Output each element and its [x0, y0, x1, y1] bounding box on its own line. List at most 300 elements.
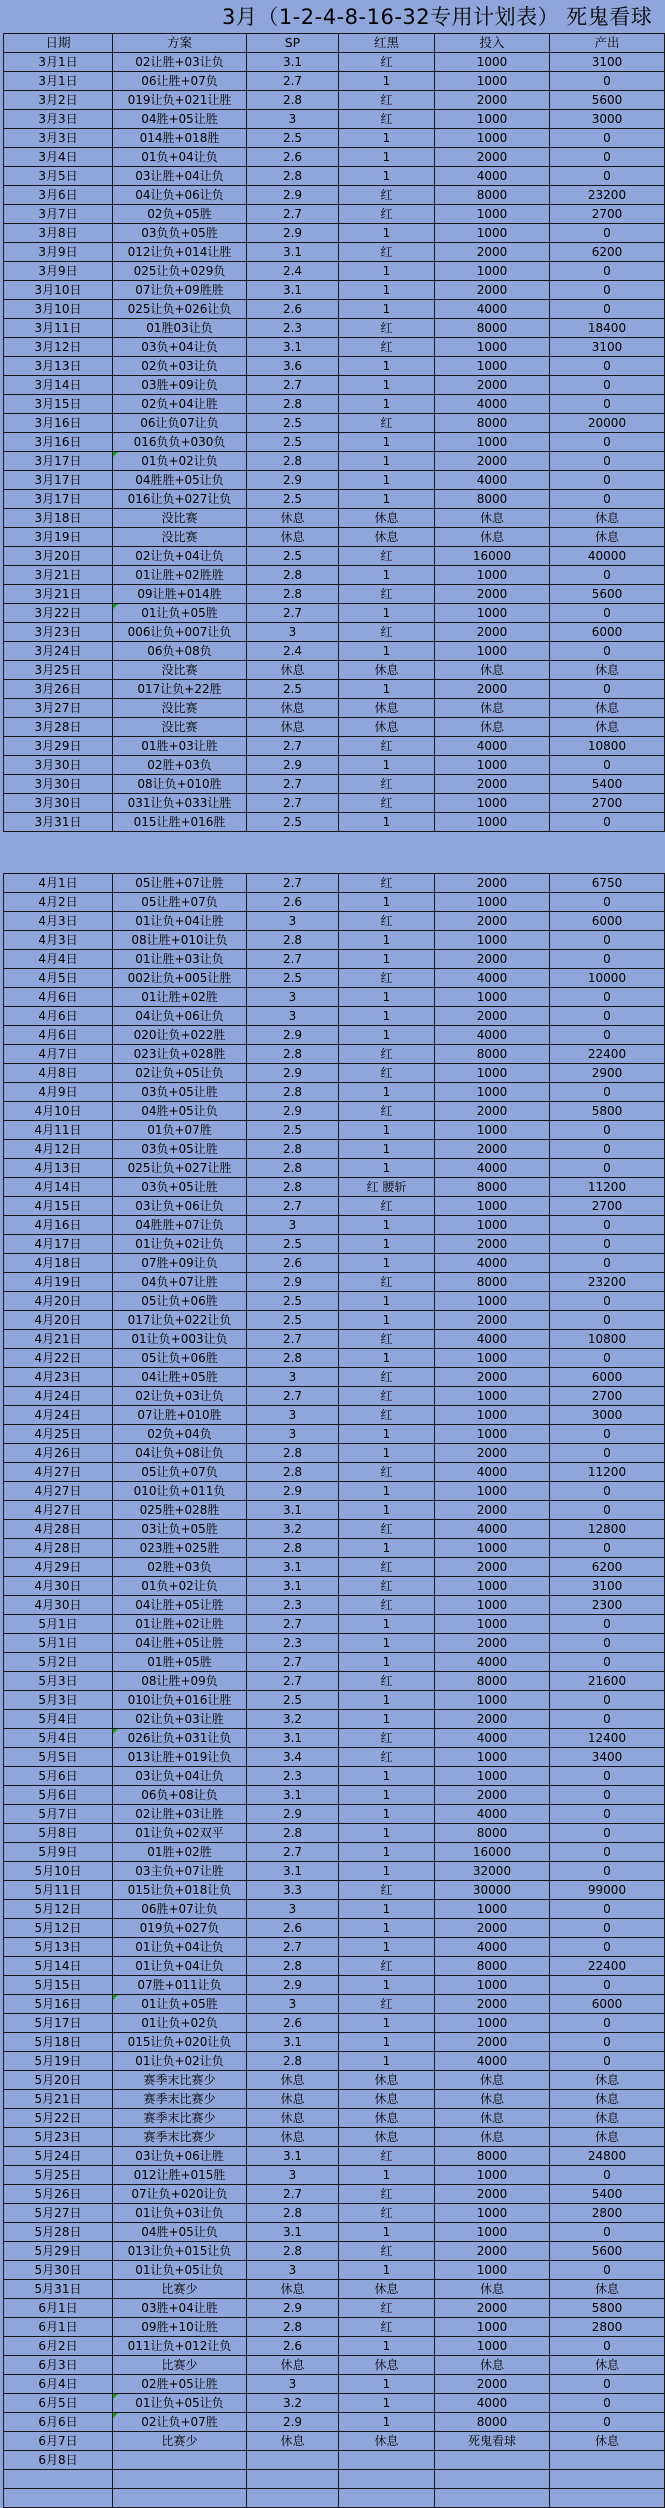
stake-cell[interactable]: 8000 [435, 186, 550, 205]
date-cell[interactable]: 5月10日 [4, 1862, 113, 1881]
payout-cell[interactable]: 12800 [550, 1520, 665, 1539]
stake-cell[interactable] [435, 2451, 550, 2470]
date-cell[interactable]: 5月17日 [4, 2014, 113, 2033]
date-cell[interactable]: 4月12日 [4, 1140, 113, 1159]
sp-cell[interactable]: 2.9 [247, 224, 339, 243]
sp-cell[interactable]: 2.3 [247, 1596, 339, 1615]
stake-cell[interactable]: 4000 [435, 1026, 550, 1045]
sp-cell[interactable]: 3 [247, 1216, 339, 1235]
stake-cell[interactable]: 1000 [435, 1216, 550, 1235]
stake-cell[interactable]: 2000 [435, 1007, 550, 1026]
sp-cell[interactable]: 休息 [247, 2071, 339, 2090]
result-cell[interactable]: 红 [339, 775, 435, 794]
payout-cell[interactable]: 休息 [550, 2128, 665, 2147]
sp-cell[interactable]: 2.9 [247, 1064, 339, 1083]
result-cell[interactable]: 休息 [339, 2280, 435, 2299]
result-cell[interactable]: 1 [339, 1862, 435, 1881]
sp-cell[interactable]: 2.8 [247, 452, 339, 471]
sp-cell[interactable]: 3.3 [247, 1881, 339, 1900]
sp-cell[interactable]: 2.3 [247, 319, 339, 338]
result-cell[interactable]: 1 [339, 72, 435, 91]
date-cell[interactable]: 5月31日 [4, 2280, 113, 2299]
stake-cell[interactable]: 休息 [435, 2109, 550, 2128]
payout-cell[interactable]: 0 [550, 1121, 665, 1140]
payout-cell[interactable]: 0 [550, 1482, 665, 1501]
payout-cell[interactable]: 10800 [550, 1330, 665, 1349]
stake-cell[interactable]: 1000 [435, 1425, 550, 1444]
result-cell[interactable]: 1 [339, 148, 435, 167]
payout-cell[interactable]: 0 [550, 1083, 665, 1102]
result-cell[interactable]: 1 [339, 1824, 435, 1843]
result-cell[interactable]: 红 [339, 1520, 435, 1539]
stake-cell[interactable]: 2000 [435, 2299, 550, 2318]
date-cell[interactable]: 5月29日 [4, 2242, 113, 2261]
plan-cell[interactable]: 03胜+09让负 [113, 376, 247, 395]
result-cell[interactable]: 红 [339, 794, 435, 813]
date-cell[interactable]: 3月19日 [4, 528, 113, 547]
stake-cell[interactable]: 4000 [435, 969, 550, 988]
payout-cell[interactable]: 0 [550, 490, 665, 509]
sp-cell[interactable]: 3.1 [247, 2223, 339, 2242]
sp-cell[interactable] [247, 2470, 339, 2489]
stake-cell[interactable]: 4000 [435, 1463, 550, 1482]
date-cell[interactable]: 3月8日 [4, 224, 113, 243]
result-cell[interactable]: 1 [339, 1235, 435, 1254]
result-cell[interactable]: 1 [339, 2337, 435, 2356]
sp-cell[interactable]: 3 [247, 1425, 339, 1444]
date-cell[interactable]: 5月30日 [4, 2261, 113, 2280]
payout-cell[interactable]: 0 [550, 2394, 665, 2413]
payout-cell[interactable]: 0 [550, 452, 665, 471]
payout-cell[interactable]: 0 [550, 1235, 665, 1254]
date-cell[interactable]: 5月22日 [4, 2109, 113, 2128]
sp-cell[interactable]: 2.8 [247, 2052, 339, 2071]
plan-cell[interactable]: 06负+08负 [113, 642, 247, 661]
plan-cell[interactable]: 02胜+03负 [113, 756, 247, 775]
sp-cell[interactable]: 2.7 [247, 1843, 339, 1862]
plan-cell[interactable]: 04胜+05让胜 [113, 110, 247, 129]
plan-cell[interactable]: 03让负+06让胜 [113, 2147, 247, 2166]
payout-cell[interactable]: 休息 [550, 509, 665, 528]
date-cell[interactable]: 5月18日 [4, 2033, 113, 2052]
sp-cell[interactable]: 3.1 [247, 281, 339, 300]
sp-cell[interactable]: 休息 [247, 2280, 339, 2299]
date-cell[interactable]: 4月13日 [4, 1159, 113, 1178]
plan-cell[interactable]: 016负负+030负 [113, 433, 247, 452]
plan-cell[interactable]: 01负+07胜 [113, 1121, 247, 1140]
sp-cell[interactable]: 2.6 [247, 2337, 339, 2356]
payout-cell[interactable]: 0 [550, 756, 665, 775]
sp-cell[interactable]: 2.8 [247, 1045, 339, 1064]
sp-cell[interactable]: 3.1 [247, 1558, 339, 1577]
date-cell[interactable]: 5月8日 [4, 1824, 113, 1843]
col-header-result[interactable]: 红黑 [339, 34, 435, 53]
result-cell[interactable]: 红 [339, 110, 435, 129]
stake-cell[interactable]: 2000 [435, 2375, 550, 2394]
plan-cell[interactable]: 01让负+05胜 [113, 604, 247, 623]
stake-cell[interactable]: 4000 [435, 1938, 550, 1957]
date-cell[interactable]: 3月17日 [4, 452, 113, 471]
plan-cell[interactable]: 017让负+022让负 [113, 1311, 247, 1330]
date-cell[interactable]: 3月18日 [4, 509, 113, 528]
result-cell[interactable]: 红 [339, 1729, 435, 1748]
plan-cell[interactable]: 01胜03让负 [113, 319, 247, 338]
date-cell[interactable]: 5月26日 [4, 2185, 113, 2204]
date-cell[interactable]: 4月25日 [4, 1425, 113, 1444]
sp-cell[interactable]: 3 [247, 1007, 339, 1026]
date-cell[interactable]: 4月27日 [4, 1463, 113, 1482]
payout-cell[interactable]: 0 [550, 1311, 665, 1330]
sp-cell[interactable]: 2.7 [247, 376, 339, 395]
stake-cell[interactable]: 休息 [435, 509, 550, 528]
result-cell[interactable]: 1 [339, 490, 435, 509]
payout-cell[interactable]: 0 [550, 1349, 665, 1368]
payout-cell[interactable]: 0 [550, 1938, 665, 1957]
stake-cell[interactable]: 休息 [435, 718, 550, 737]
plan-cell[interactable]: 01负+02让负 [113, 452, 247, 471]
date-cell[interactable]: 5月5日 [4, 1748, 113, 1767]
col-header-date[interactable]: 日期 [4, 34, 113, 53]
payout-cell[interactable]: 0 [550, 2413, 665, 2432]
date-cell[interactable]: 5月3日 [4, 1691, 113, 1710]
sp-cell[interactable]: 2.7 [247, 1615, 339, 1634]
date-cell[interactable]: 4月5日 [4, 969, 113, 988]
sp-cell[interactable] [247, 2451, 339, 2470]
result-cell[interactable]: 红 [339, 319, 435, 338]
stake-cell[interactable]: 2000 [435, 680, 550, 699]
result-cell[interactable]: 1 [339, 1938, 435, 1957]
sp-cell[interactable]: 休息 [247, 2109, 339, 2128]
sp-cell[interactable]: 3 [247, 1900, 339, 1919]
stake-cell[interactable]: 4000 [435, 395, 550, 414]
result-cell[interactable] [339, 2489, 435, 2508]
payout-cell[interactable] [550, 2470, 665, 2489]
plan-cell[interactable]: 02负+03让负 [113, 357, 247, 376]
payout-cell[interactable]: 休息 [550, 2109, 665, 2128]
date-cell[interactable]: 3月21日 [4, 566, 113, 585]
result-cell[interactable]: 红 [339, 1881, 435, 1900]
result-cell[interactable]: 红 [339, 186, 435, 205]
result-cell[interactable]: 红 [339, 912, 435, 931]
plan-cell[interactable]: 03负+04让负 [113, 338, 247, 357]
date-cell[interactable]: 4月14日 [4, 1178, 113, 1197]
stake-cell[interactable]: 1000 [435, 1387, 550, 1406]
payout-cell[interactable]: 0 [550, 2337, 665, 2356]
payout-cell[interactable]: 休息 [550, 718, 665, 737]
result-cell[interactable]: 休息 [339, 718, 435, 737]
date-cell[interactable]: 6月3日 [4, 2356, 113, 2375]
stake-cell[interactable]: 4000 [435, 1520, 550, 1539]
col-header-stake[interactable]: 投入 [435, 34, 550, 53]
stake-cell[interactable]: 1000 [435, 1577, 550, 1596]
date-cell[interactable] [4, 2470, 113, 2489]
result-cell[interactable]: 1 [339, 2261, 435, 2280]
date-cell[interactable]: 3月1日 [4, 53, 113, 72]
plan-cell[interactable]: 023让负+028胜 [113, 1045, 247, 1064]
stake-cell[interactable]: 1000 [435, 1900, 550, 1919]
plan-cell[interactable]: 025让负+027让胜 [113, 1159, 247, 1178]
stake-cell[interactable]: 2000 [435, 1634, 550, 1653]
stake-cell[interactable]: 8000 [435, 2147, 550, 2166]
stake-cell[interactable]: 休息 [435, 2356, 550, 2375]
sp-cell[interactable]: 2.8 [247, 1539, 339, 1558]
plan-cell[interactable]: 010让负+011负 [113, 1482, 247, 1501]
plan-cell[interactable]: 01让负+02双平 [113, 1824, 247, 1843]
result-cell[interactable]: 红 [339, 623, 435, 642]
result-cell[interactable]: 1 [339, 931, 435, 950]
sp-cell[interactable]: 2.5 [247, 1235, 339, 1254]
sp-cell[interactable]: 2.3 [247, 1634, 339, 1653]
stake-cell[interactable]: 4000 [435, 2394, 550, 2413]
payout-cell[interactable]: 休息 [550, 2071, 665, 2090]
payout-cell[interactable]: 3400 [550, 1748, 665, 1767]
plan-cell[interactable]: 03让胜+04让负 [113, 167, 247, 186]
sp-cell[interactable]: 2.5 [247, 680, 339, 699]
payout-cell[interactable]: 5600 [550, 91, 665, 110]
plan-cell[interactable]: 025让负+029负 [113, 262, 247, 281]
result-cell[interactable]: 休息 [339, 2432, 435, 2451]
plan-cell[interactable]: 没比赛 [113, 528, 247, 547]
date-cell[interactable]: 4月4日 [4, 950, 113, 969]
payout-cell[interactable]: 0 [550, 1216, 665, 1235]
stake-cell[interactable]: 2000 [435, 1558, 550, 1577]
stake-cell[interactable]: 1000 [435, 110, 550, 129]
result-cell[interactable]: 红 [339, 1995, 435, 2014]
result-cell[interactable]: 红 [339, 2242, 435, 2261]
stake-cell[interactable]: 4000 [435, 1729, 550, 1748]
date-cell[interactable]: 3月29日 [4, 737, 113, 756]
plan-cell[interactable]: 01胜+05胜 [113, 1653, 247, 1672]
plan-cell[interactable]: 01负+02让负 [113, 1577, 247, 1596]
result-cell[interactable]: 1 [339, 1254, 435, 1273]
stake-cell[interactable]: 1000 [435, 1976, 550, 1995]
payout-cell[interactable]: 0 [550, 471, 665, 490]
stake-cell[interactable]: 1000 [435, 1691, 550, 1710]
result-cell[interactable]: 1 [339, 1539, 435, 1558]
result-cell[interactable]: 1 [339, 1311, 435, 1330]
result-cell[interactable]: 1 [339, 395, 435, 414]
date-cell[interactable]: 4月16日 [4, 1216, 113, 1235]
stake-cell[interactable]: 8000 [435, 1178, 550, 1197]
stake-cell[interactable]: 4000 [435, 1653, 550, 1672]
date-cell[interactable]: 5月12日 [4, 1919, 113, 1938]
result-cell[interactable]: 红 [339, 2147, 435, 2166]
sp-cell[interactable]: 2.7 [247, 1197, 339, 1216]
stake-cell[interactable]: 1000 [435, 2337, 550, 2356]
col-header-sp[interactable]: SP [247, 34, 339, 53]
payout-cell[interactable]: 0 [550, 72, 665, 91]
stake-cell[interactable]: 1000 [435, 129, 550, 148]
date-cell[interactable]: 3月9日 [4, 243, 113, 262]
result-cell[interactable]: 红 [339, 1672, 435, 1691]
date-cell[interactable]: 5月14日 [4, 1957, 113, 1976]
result-cell[interactable]: 红 [339, 1368, 435, 1387]
plan-cell[interactable]: 017让负+22胜 [113, 680, 247, 699]
plan-cell[interactable]: 04让胜+05让胜 [113, 1634, 247, 1653]
stake-cell[interactable]: 1000 [435, 262, 550, 281]
result-cell[interactable]: 1 [339, 642, 435, 661]
date-cell[interactable]: 3月3日 [4, 110, 113, 129]
result-cell[interactable]: 红 [339, 1957, 435, 1976]
stake-cell[interactable]: 1000 [435, 1121, 550, 1140]
date-cell[interactable]: 4月24日 [4, 1406, 113, 1425]
date-cell[interactable]: 6月6日 [4, 2413, 113, 2432]
date-cell[interactable]: 3月10日 [4, 300, 113, 319]
payout-cell[interactable]: 0 [550, 1501, 665, 1520]
stake-cell[interactable]: 1000 [435, 2223, 550, 2242]
date-cell[interactable]: 3月17日 [4, 490, 113, 509]
sp-cell[interactable]: 2.4 [247, 642, 339, 661]
plan-cell[interactable]: 02让负+05让负 [113, 1064, 247, 1083]
payout-cell[interactable]: 22400 [550, 1045, 665, 1064]
payout-cell[interactable]: 2800 [550, 2318, 665, 2337]
stake-cell[interactable]: 休息 [435, 2128, 550, 2147]
plan-cell[interactable]: 025让负+026让负 [113, 300, 247, 319]
date-cell[interactable]: 3月30日 [4, 756, 113, 775]
plan-cell[interactable]: 没比赛 [113, 661, 247, 680]
date-cell[interactable]: 4月1日 [4, 874, 113, 893]
stake-cell[interactable]: 1000 [435, 2261, 550, 2280]
result-cell[interactable]: 1 [339, 1615, 435, 1634]
col-header-payout[interactable]: 产出 [550, 34, 665, 53]
payout-cell[interactable]: 6750 [550, 874, 665, 893]
sp-cell[interactable]: 2.5 [247, 547, 339, 566]
payout-cell[interactable]: 0 [550, 1691, 665, 1710]
result-cell[interactable]: 红 [339, 91, 435, 110]
stake-cell[interactable]: 1000 [435, 1767, 550, 1786]
result-cell[interactable]: 1 [339, 1501, 435, 1520]
date-cell[interactable]: 5月7日 [4, 1805, 113, 1824]
result-cell[interactable]: 红 [339, 414, 435, 433]
plan-cell[interactable]: 01让负+02负 [113, 2014, 247, 2033]
date-cell[interactable]: 3月24日 [4, 642, 113, 661]
sp-cell[interactable]: 2.7 [247, 72, 339, 91]
sp-cell[interactable]: 2.5 [247, 1691, 339, 1710]
date-cell[interactable]: 3月31日 [4, 813, 113, 832]
stake-cell[interactable]: 32000 [435, 1862, 550, 1881]
payout-cell[interactable]: 3100 [550, 1577, 665, 1596]
plan-cell[interactable]: 02让负+07胜 [113, 2413, 247, 2432]
stake-cell[interactable]: 2000 [435, 148, 550, 167]
plan-cell[interactable]: 03负负+05胜 [113, 224, 247, 243]
sp-cell[interactable]: 2.8 [247, 2204, 339, 2223]
payout-cell[interactable]: 11200 [550, 1178, 665, 1197]
stake-cell[interactable]: 1000 [435, 1596, 550, 1615]
date-cell[interactable]: 5月4日 [4, 1729, 113, 1748]
payout-cell[interactable]: 23200 [550, 1273, 665, 1292]
payout-cell[interactable]: 0 [550, 1710, 665, 1729]
payout-cell[interactable]: 18400 [550, 319, 665, 338]
payout-cell[interactable]: 6200 [550, 243, 665, 262]
result-cell[interactable]: 1 [339, 1292, 435, 1311]
plan-cell[interactable]: 01让负+04让负 [113, 1938, 247, 1957]
plan-cell[interactable]: 赛季末比赛少 [113, 2071, 247, 2090]
stake-cell[interactable]: 2000 [435, 1786, 550, 1805]
date-cell[interactable]: 4月6日 [4, 988, 113, 1007]
sp-cell[interactable]: 2.7 [247, 794, 339, 813]
payout-cell[interactable]: 0 [550, 148, 665, 167]
sp-cell[interactable]: 3 [247, 2375, 339, 2394]
result-cell[interactable]: 红 [339, 2318, 435, 2337]
date-cell[interactable]: 5月21日 [4, 2090, 113, 2109]
sp-cell[interactable]: 休息 [247, 2128, 339, 2147]
stake-cell[interactable]: 8000 [435, 1957, 550, 1976]
result-cell[interactable]: 1 [339, 950, 435, 969]
date-cell[interactable]: 5月25日 [4, 2166, 113, 2185]
plan-cell[interactable]: 07胜+011让负 [113, 1976, 247, 1995]
stake-cell[interactable]: 4000 [435, 471, 550, 490]
sp-cell[interactable]: 2.7 [247, 604, 339, 623]
sp-cell[interactable]: 2.9 [247, 471, 339, 490]
plan-cell[interactable]: 09胜+10让胜 [113, 2318, 247, 2337]
plan-cell[interactable]: 03让负+04让负 [113, 1767, 247, 1786]
date-cell[interactable]: 5月13日 [4, 1938, 113, 1957]
plan-cell[interactable]: 016让负+027让负 [113, 490, 247, 509]
payout-cell[interactable]: 0 [550, 2166, 665, 2185]
date-cell[interactable]: 4月22日 [4, 1349, 113, 1368]
date-cell[interactable]: 5月24日 [4, 2147, 113, 2166]
date-cell[interactable]: 3月7日 [4, 205, 113, 224]
plan-cell[interactable]: 02让胜+03让负 [113, 53, 247, 72]
plan-cell[interactable]: 006让负+007让负 [113, 623, 247, 642]
payout-cell[interactable]: 3000 [550, 110, 665, 129]
payout-cell[interactable]: 3000 [550, 1406, 665, 1425]
date-cell[interactable]: 5月6日 [4, 1767, 113, 1786]
result-cell[interactable]: 1 [339, 1710, 435, 1729]
result-cell[interactable]: 1 [339, 680, 435, 699]
result-cell[interactable]: 红 [339, 2185, 435, 2204]
plan-cell[interactable]: 05让负+06胜 [113, 1292, 247, 1311]
payout-cell[interactable]: 0 [550, 893, 665, 912]
sp-cell[interactable]: 2.6 [247, 148, 339, 167]
stake-cell[interactable]: 休息 [435, 2071, 550, 2090]
payout-cell[interactable]: 0 [550, 604, 665, 623]
date-cell[interactable]: 3月3日 [4, 129, 113, 148]
stake-cell[interactable]: 1000 [435, 1349, 550, 1368]
payout-cell[interactable]: 0 [550, 1254, 665, 1273]
payout-cell[interactable]: 0 [550, 1786, 665, 1805]
date-cell[interactable]: 3月1日 [4, 72, 113, 91]
plan-cell[interactable]: 06让胜+07负 [113, 72, 247, 91]
result-cell[interactable]: 1 [339, 1425, 435, 1444]
plan-cell[interactable]: 没比赛 [113, 699, 247, 718]
plan-cell[interactable]: 04胜胜+07让负 [113, 1216, 247, 1235]
date-cell[interactable]: 5月12日 [4, 1900, 113, 1919]
payout-cell[interactable]: 0 [550, 433, 665, 452]
plan-cell[interactable]: 07胜+09让负 [113, 1254, 247, 1273]
plan-cell[interactable]: 02负+04让胜 [113, 395, 247, 414]
payout-cell[interactable]: 0 [550, 1919, 665, 1938]
payout-cell[interactable]: 0 [550, 300, 665, 319]
result-cell[interactable]: 1 [339, 129, 435, 148]
stake-cell[interactable]: 2000 [435, 775, 550, 794]
sp-cell[interactable]: 2.5 [247, 1292, 339, 1311]
date-cell[interactable]: 5月16日 [4, 1995, 113, 2014]
result-cell[interactable]: 红 [339, 874, 435, 893]
date-cell[interactable]: 4月3日 [4, 912, 113, 931]
payout-cell[interactable]: 0 [550, 1539, 665, 1558]
plan-cell[interactable]: 07让胜+010胜 [113, 1406, 247, 1425]
result-cell[interactable]: 红 [339, 1273, 435, 1292]
stake-cell[interactable]: 2000 [435, 2242, 550, 2261]
sp-cell[interactable]: 3 [247, 623, 339, 642]
result-cell[interactable]: 红 [339, 1387, 435, 1406]
date-cell[interactable]: 4月15日 [4, 1197, 113, 1216]
result-cell[interactable]: 红 [339, 737, 435, 756]
sp-cell[interactable]: 2.8 [247, 2242, 339, 2261]
result-cell[interactable]: 1 [339, 756, 435, 775]
sp-cell[interactable]: 3.6 [247, 357, 339, 376]
